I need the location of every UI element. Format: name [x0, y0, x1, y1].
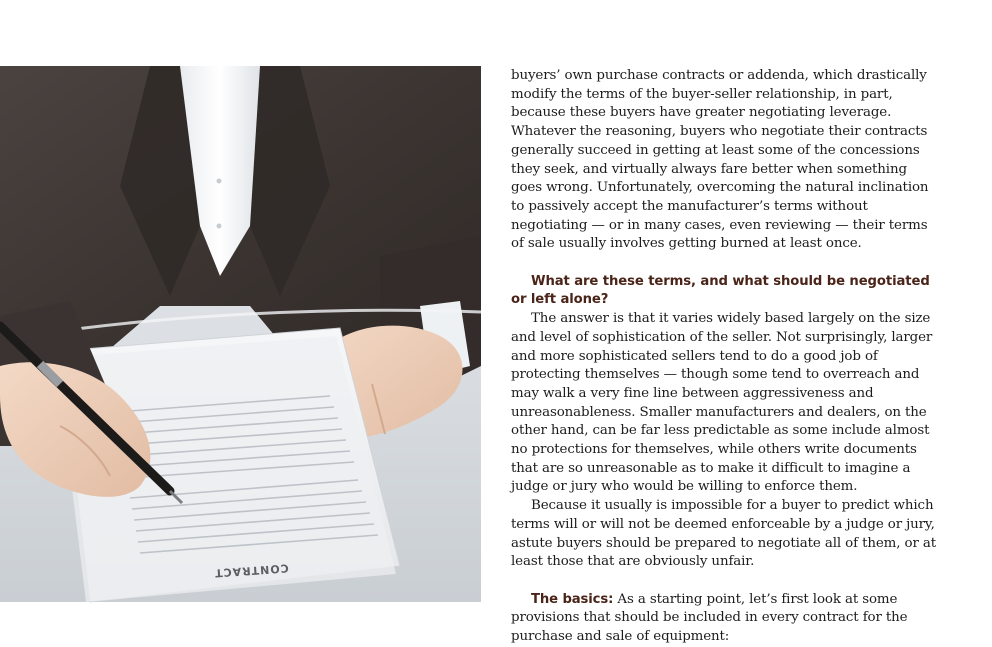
- paragraph-spacer: [511, 572, 941, 591]
- article-paragraph: The answer is that it varies widely based largely on the size and level of sophistication of the seller. Not surprisingly, larger and more sophisticated sellers tend to do a good job of protecting themselves — though some tend to overreach and may walk a very fine line between aggressiveness and unreasonableness. Smaller manufacturers and dealers, on the other hand, can be far less predictable as some include almost no protections for themselves, while others write documents that are so unreasonable as to make it difficult to imagine a judge or jury who would be willing to enforce them.: [511, 311, 933, 495]
- section-heading: What are these terms, and what should be negotiated or left alone?: [511, 273, 930, 308]
- run-in-heading: The basics:: [531, 591, 614, 607]
- paragraph-spacer: [511, 254, 941, 273]
- article-paragraph: buyers’ own purchase contracts or addenda, which drastically modify the terms of the buyer-seller relationship, in part, because these buyers have greater negotiating leverage. Whatever the reasoning, buyers who negotiate their contracts generally succeed in getting at least some of the concessions they seek, and virtually always fare better when something goes wrong. Unfortunately, overcoming the natural inclination to passively accept the manufacturer’s terms without negotiating — or in many cases, even reviewing — their terms of sale usually involves getting burned at least once.: [511, 68, 929, 252]
- article-paragraph-text: As a starting point, let’s first look at some provisions that should be included in every contract for the purchase and sale of equipment:: [511, 591, 908, 645]
- article-paragraph-with-run-in-heading: [511, 591, 941, 647]
- article-text-column: [511, 67, 941, 647]
- article-paragraph: Because it usually is impossible for a buyer to predict which terms will or will not be deemed enforceable by a judge or jury, astute buyers should be prepared to negotiate all of them, or at least those that are obviously unfair.: [511, 498, 937, 570]
- contract-signing-photo: [0, 66, 481, 602]
- photo-illustration: [0, 66, 481, 602]
- contract-title-on-paper: CONTRACT: [213, 561, 290, 580]
